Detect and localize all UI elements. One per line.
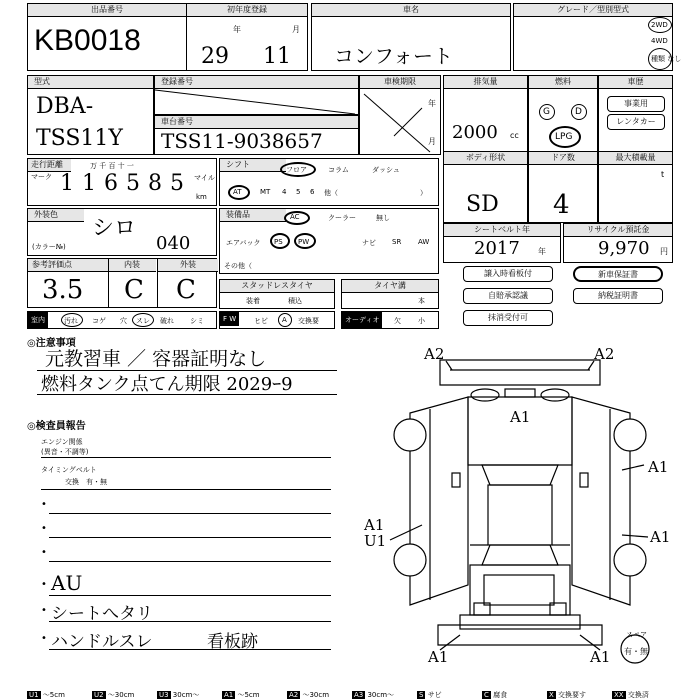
registration-label: 初年度登録	[187, 4, 307, 17]
body-box	[443, 151, 528, 223]
notes-line1: 元教習車 ／ 容器証明なし	[45, 348, 267, 370]
color-value: シロ	[92, 216, 137, 241]
history-label: 車歴	[599, 76, 672, 89]
history-business: 事業用	[607, 96, 665, 112]
shift-5: 5	[296, 188, 301, 196]
digit: 1	[82, 171, 96, 196]
timing-exchange: 交換 有・無	[65, 478, 107, 486]
seatbelt-value: 2017	[474, 238, 520, 259]
audio-box	[341, 311, 439, 329]
inspector-section	[27, 415, 397, 685]
registration-box	[186, 3, 308, 71]
type-line1: DBA-	[36, 94, 94, 119]
legend-text: ～5cm	[40, 691, 65, 699]
registration-year: 29	[201, 44, 229, 69]
mark-top-right: A2	[594, 345, 615, 363]
mileage-mark: マーク	[31, 173, 52, 181]
color-box	[27, 208, 217, 256]
type-label: 型式	[28, 76, 153, 89]
digit: 1	[60, 171, 74, 196]
timing-label: タイミングベルト	[41, 466, 97, 474]
mark-top-left: A2	[424, 345, 445, 363]
recycle-unit: 円	[660, 247, 668, 256]
inspector-item-4: 看板跡	[207, 632, 258, 652]
tire-label: タイヤ溝	[342, 280, 438, 293]
history-box	[598, 75, 673, 155]
equip-cooler: クーラー	[328, 214, 356, 222]
inspector-item-2: シートへタリ	[51, 604, 153, 624]
recycle-value: 9,970	[598, 238, 650, 259]
equipment-label: 装備品	[220, 209, 286, 222]
model-box	[311, 3, 511, 71]
legend-item	[27, 690, 65, 700]
shift-mt: MT	[260, 188, 271, 196]
legend-text: 交換済	[625, 691, 649, 699]
grade-label: グレード／型別型式	[514, 4, 672, 17]
shift-dash: ダッシュ	[372, 166, 400, 174]
legend-code: S	[419, 691, 424, 699]
displacement-value: 2000	[452, 122, 498, 143]
mileage-box	[27, 158, 217, 206]
drive-none-label: 種類 なし	[651, 55, 682, 63]
interior-grade: C	[124, 275, 144, 305]
fuel-lpg-label: LPG	[555, 132, 573, 142]
history-rental: レンタカー	[607, 114, 665, 130]
grades-box	[27, 258, 217, 308]
studless-loaded: 積込	[288, 297, 302, 305]
legend-text: ～30cm	[300, 691, 330, 699]
shift-floor: フロア	[286, 166, 307, 174]
flag-stain: シミ	[190, 317, 204, 325]
legend-text: 30cm～	[365, 691, 395, 699]
mark-bottom-left: A1	[428, 648, 449, 666]
digit: 5	[170, 171, 184, 196]
eval-label: 参考評価点	[28, 259, 110, 272]
shift-box	[219, 158, 439, 206]
flag-dirt: 汚れ	[64, 317, 78, 325]
inspector-item-1: AU	[51, 571, 83, 595]
displacement-label: 排気量	[444, 76, 527, 89]
flag-burn: コゲ	[92, 317, 106, 325]
drive-4wd-label: 4WD	[651, 37, 668, 45]
legend-code: C	[484, 691, 489, 699]
inspection-year-unit: 年	[428, 99, 436, 108]
doc-signboard: 譲入時看板付	[463, 266, 553, 282]
bullet-dot: •	[41, 633, 47, 644]
inspection-box	[359, 75, 441, 155]
legend-item	[287, 690, 329, 700]
doc-tax: 納税証明書	[573, 288, 663, 304]
tire-unit: 本	[418, 297, 425, 305]
capacity-box	[598, 151, 673, 223]
notes-line2: 燃料タンク点てん期限 2029ｰ9	[41, 374, 293, 395]
inspection-month-unit: 月	[428, 137, 436, 146]
audio-label: オーディオ	[342, 312, 382, 328]
equip-ac: AC	[290, 213, 300, 221]
interior-flags-label: 室内	[28, 312, 48, 328]
bullet-dot: •	[41, 547, 47, 558]
legend-item	[417, 690, 442, 700]
mileage-mile: マイル	[194, 174, 215, 182]
month-unit: 月	[292, 25, 300, 34]
fw-replace: 交換要	[298, 317, 319, 325]
grade-box	[513, 3, 682, 71]
legend-item	[92, 690, 134, 700]
body-label: ボディ形状	[444, 152, 527, 165]
legend-text: ～5cm	[235, 691, 260, 699]
studless-mounted: 装着	[246, 297, 260, 305]
fuel-d-label: D	[575, 107, 582, 117]
notes-section	[27, 332, 417, 412]
engine-label: エンジン関係	[41, 438, 83, 446]
docs-panel	[443, 264, 673, 330]
shift-column: コラム	[328, 166, 349, 174]
mark-left-side: A1	[364, 516, 385, 534]
legend-text: 交換要す	[555, 691, 587, 699]
shift-6: 6	[310, 188, 315, 196]
lot-number-box	[27, 3, 187, 71]
equip-navi: ナビ	[362, 239, 376, 247]
chassis-label: 車台番号	[155, 116, 358, 129]
legend-code: U1	[29, 691, 39, 699]
legend-code: U3	[159, 691, 169, 699]
equip-sr: SR	[392, 238, 402, 246]
mark-bottom-right: A1	[590, 648, 611, 666]
legend-code: XX	[614, 691, 624, 699]
legend-item	[547, 690, 586, 700]
recycle-label: リサイクル預託金	[564, 224, 672, 237]
exterior-grade: C	[176, 275, 196, 305]
body-value: SD	[466, 192, 499, 217]
equip-pw: PW	[298, 238, 310, 246]
displacement-unit: cc	[510, 131, 519, 140]
type-line2: TSS11Y	[36, 126, 123, 151]
legend-code: A3	[354, 691, 364, 699]
mark-right-rear: A1	[650, 528, 671, 546]
engine-sub: (異音・不調等)	[41, 448, 89, 456]
legend-item	[222, 690, 260, 700]
legend-code: X	[549, 691, 554, 699]
flag-scuff: スレ	[136, 317, 150, 325]
audio-missing: 欠	[394, 317, 401, 325]
year-unit: 年	[233, 25, 241, 34]
legend-item	[612, 690, 649, 700]
legend-text: サビ	[425, 691, 442, 699]
color-code: 040	[156, 233, 191, 254]
digit: 8	[148, 171, 162, 196]
registration-number-box	[154, 75, 359, 115]
model-label: 車名	[312, 4, 510, 17]
ext-label: 外装	[158, 259, 218, 272]
drive-2wd-label: 2WD	[651, 21, 668, 29]
legend-item	[157, 690, 199, 700]
equip-ps: PS	[274, 238, 283, 246]
recycle-box	[563, 223, 673, 263]
model-name: コンフォート	[334, 44, 453, 68]
studless-label: スタッドレスタイヤ	[220, 280, 334, 293]
digit: 5	[126, 171, 140, 196]
fw-label: F W	[220, 312, 239, 326]
mark-right-front: A1	[648, 458, 669, 476]
fw-a: A	[282, 316, 287, 324]
fuel-g-label: G	[543, 107, 550, 117]
bullet-dot: •	[41, 499, 47, 510]
shift-label: シフト	[220, 159, 286, 172]
shift-4: 4	[282, 188, 287, 196]
strike-line	[155, 88, 360, 116]
spare-options: 有・無	[624, 647, 648, 656]
doors-value: 4	[553, 190, 570, 220]
inspection-strike	[360, 88, 442, 156]
equipment-box	[219, 208, 439, 274]
interior-flags-box	[27, 311, 217, 329]
legend-item	[482, 690, 507, 700]
chassis-number: TSS11-9038657	[161, 129, 323, 153]
equip-none: 無し	[376, 214, 390, 222]
legend-text: ～30cm	[105, 691, 135, 699]
displacement-box	[443, 75, 528, 155]
reg-no-label: 登録番号	[155, 76, 358, 89]
digit: 6	[104, 171, 118, 196]
doc-warranty: 新車保証書	[573, 266, 663, 282]
audio-small: 小	[418, 317, 425, 325]
flag-tear: 破れ	[160, 317, 174, 325]
legend-text: 腐食	[490, 691, 508, 699]
inspector-label: ◎検査員報告	[27, 421, 86, 432]
fuel-box	[528, 75, 598, 155]
fuel-label: 燃料	[529, 76, 597, 89]
studless-box	[219, 279, 335, 309]
doc-cancel: 抹消受付可	[463, 310, 553, 326]
doors-label: ドア数	[529, 152, 597, 165]
capacity-unit: t	[661, 170, 665, 179]
legend-code: A2	[289, 691, 299, 699]
legend-text: 30cm～	[170, 691, 200, 699]
eval-score: 3.5	[42, 275, 84, 305]
legend-item	[352, 690, 394, 700]
bullet-dot: •	[41, 605, 47, 616]
legend-code: U2	[94, 691, 104, 699]
lot-number: KB0018	[34, 24, 141, 57]
inspection-label: 車検期限	[360, 76, 440, 89]
flag-hole: 穴	[120, 317, 127, 325]
equip-airbag: エアバック	[226, 239, 261, 247]
equip-other: その他（	[224, 262, 252, 270]
notes-label: ◎注意事項	[27, 338, 76, 349]
registration-month: 11	[263, 44, 291, 69]
doors-box	[528, 151, 598, 223]
fw-box	[219, 311, 335, 329]
fw-crack: ヒビ	[254, 317, 268, 325]
front-bumper	[440, 360, 600, 385]
legend-code: A1	[224, 691, 234, 699]
mileage-km: km	[196, 193, 207, 201]
chassis-box	[154, 115, 359, 155]
shift-other-close: ）	[420, 189, 427, 197]
inspector-item-3: ハンドルスレ	[51, 632, 153, 652]
seatbelt-box	[443, 223, 561, 263]
equip-aw: AW	[418, 238, 430, 246]
spare-label: スペア	[626, 631, 647, 639]
mileage-label: 走行距離	[28, 159, 71, 172]
seatbelt-label: シートベルト年	[444, 224, 560, 237]
shift-at: AT	[233, 188, 242, 196]
color-code-label: (カラー№)	[32, 243, 66, 251]
doc-liability: 自賠承認議	[463, 288, 553, 304]
shift-other: 他（	[324, 189, 338, 197]
lot-label: 出品番号	[28, 4, 186, 17]
seatbelt-unit: 年	[538, 247, 546, 256]
bullet-dot: •	[41, 579, 47, 590]
mark-left-side-2: U1	[364, 532, 387, 550]
bullet-dot: •	[41, 523, 47, 534]
color-label: 外装色	[28, 209, 84, 222]
int-label: 内装	[108, 259, 156, 272]
capacity-label: 最大積載量	[599, 152, 672, 165]
type-box	[27, 75, 154, 155]
mark-roof: A1	[510, 408, 531, 426]
mileage-units: 万 千 百 十 一	[90, 162, 134, 170]
tire-box	[341, 279, 439, 309]
